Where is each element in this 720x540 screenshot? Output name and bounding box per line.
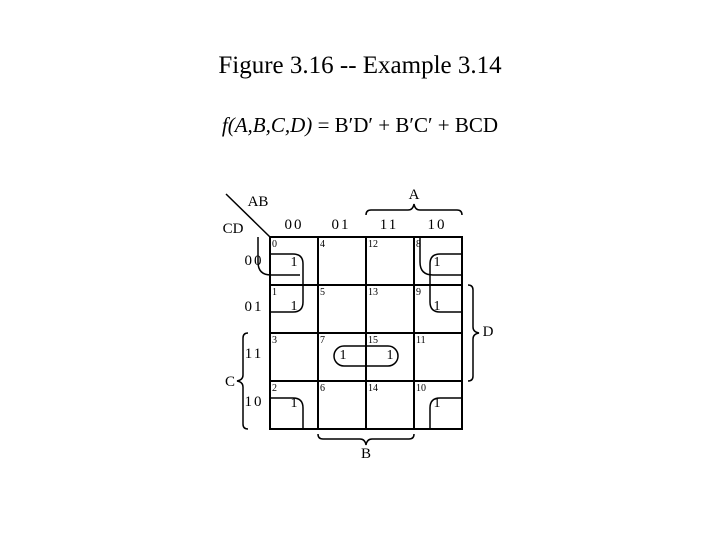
cell-index: 2 xyxy=(272,383,277,394)
row-header-01: 01 xyxy=(244,299,264,315)
cell-value: 1 xyxy=(433,255,441,270)
row-header-11: 11 xyxy=(244,346,264,362)
cell-index: 7 xyxy=(320,335,325,346)
row-headers xyxy=(245,253,264,410)
cell-index: 5 xyxy=(320,287,325,298)
col-header-00: 00 xyxy=(284,217,304,233)
cell-index: 1 xyxy=(272,287,277,298)
cell-index: 0 xyxy=(272,239,277,250)
group-bd-prime-bottom-left xyxy=(270,398,303,429)
cell-index: 4 xyxy=(320,239,325,250)
col-header-10: 10 xyxy=(427,217,447,233)
cell-value: 1 xyxy=(339,348,347,363)
cell-index: 10 xyxy=(416,383,426,394)
cell-index: 11 xyxy=(416,335,426,346)
ab-label: AB xyxy=(247,194,269,210)
cell-index: 9 xyxy=(416,287,421,298)
brace-a xyxy=(366,204,462,215)
column-headers xyxy=(285,217,447,233)
cell-index: 8 xyxy=(416,239,421,250)
cell-index: 13 xyxy=(368,287,378,298)
cell-index: 6 xyxy=(320,383,325,394)
brace-label-b: B xyxy=(360,446,372,462)
brace-d xyxy=(468,285,479,381)
brace-label-d: D xyxy=(482,324,494,340)
cell-value: 1 xyxy=(290,299,298,314)
cell-value: 1 xyxy=(386,348,394,363)
cell-value: 1 xyxy=(433,299,441,314)
brace-b xyxy=(318,434,414,445)
group-bd-prime-top-right xyxy=(420,237,462,275)
row-header-10: 10 xyxy=(244,394,264,410)
brace-label-c: C xyxy=(224,374,236,390)
cell-value: 1 xyxy=(290,396,298,411)
figure-title: Figure 3.16 -- Example 3.14 xyxy=(218,52,502,79)
kmap-cells xyxy=(272,239,441,411)
function-lhs: f(A,B,C,D) xyxy=(221,113,313,137)
cell-value: 1 xyxy=(433,396,441,411)
row-header-00: 00 xyxy=(244,253,264,269)
col-header-01: 01 xyxy=(331,217,351,233)
function-rhs: = B′D′ + B′C′ + BCD xyxy=(312,113,499,137)
cell-index: 12 xyxy=(368,239,378,250)
brace-label-a: A xyxy=(408,187,420,203)
col-header-11: 11 xyxy=(379,217,399,233)
cell-value: 1 xyxy=(290,255,298,270)
cd-label: CD xyxy=(222,221,244,237)
cell-index: 14 xyxy=(368,383,378,394)
cell-index: 3 xyxy=(272,335,277,346)
group-bc-prime-left xyxy=(270,254,303,312)
cell-index: 15 xyxy=(368,335,378,346)
